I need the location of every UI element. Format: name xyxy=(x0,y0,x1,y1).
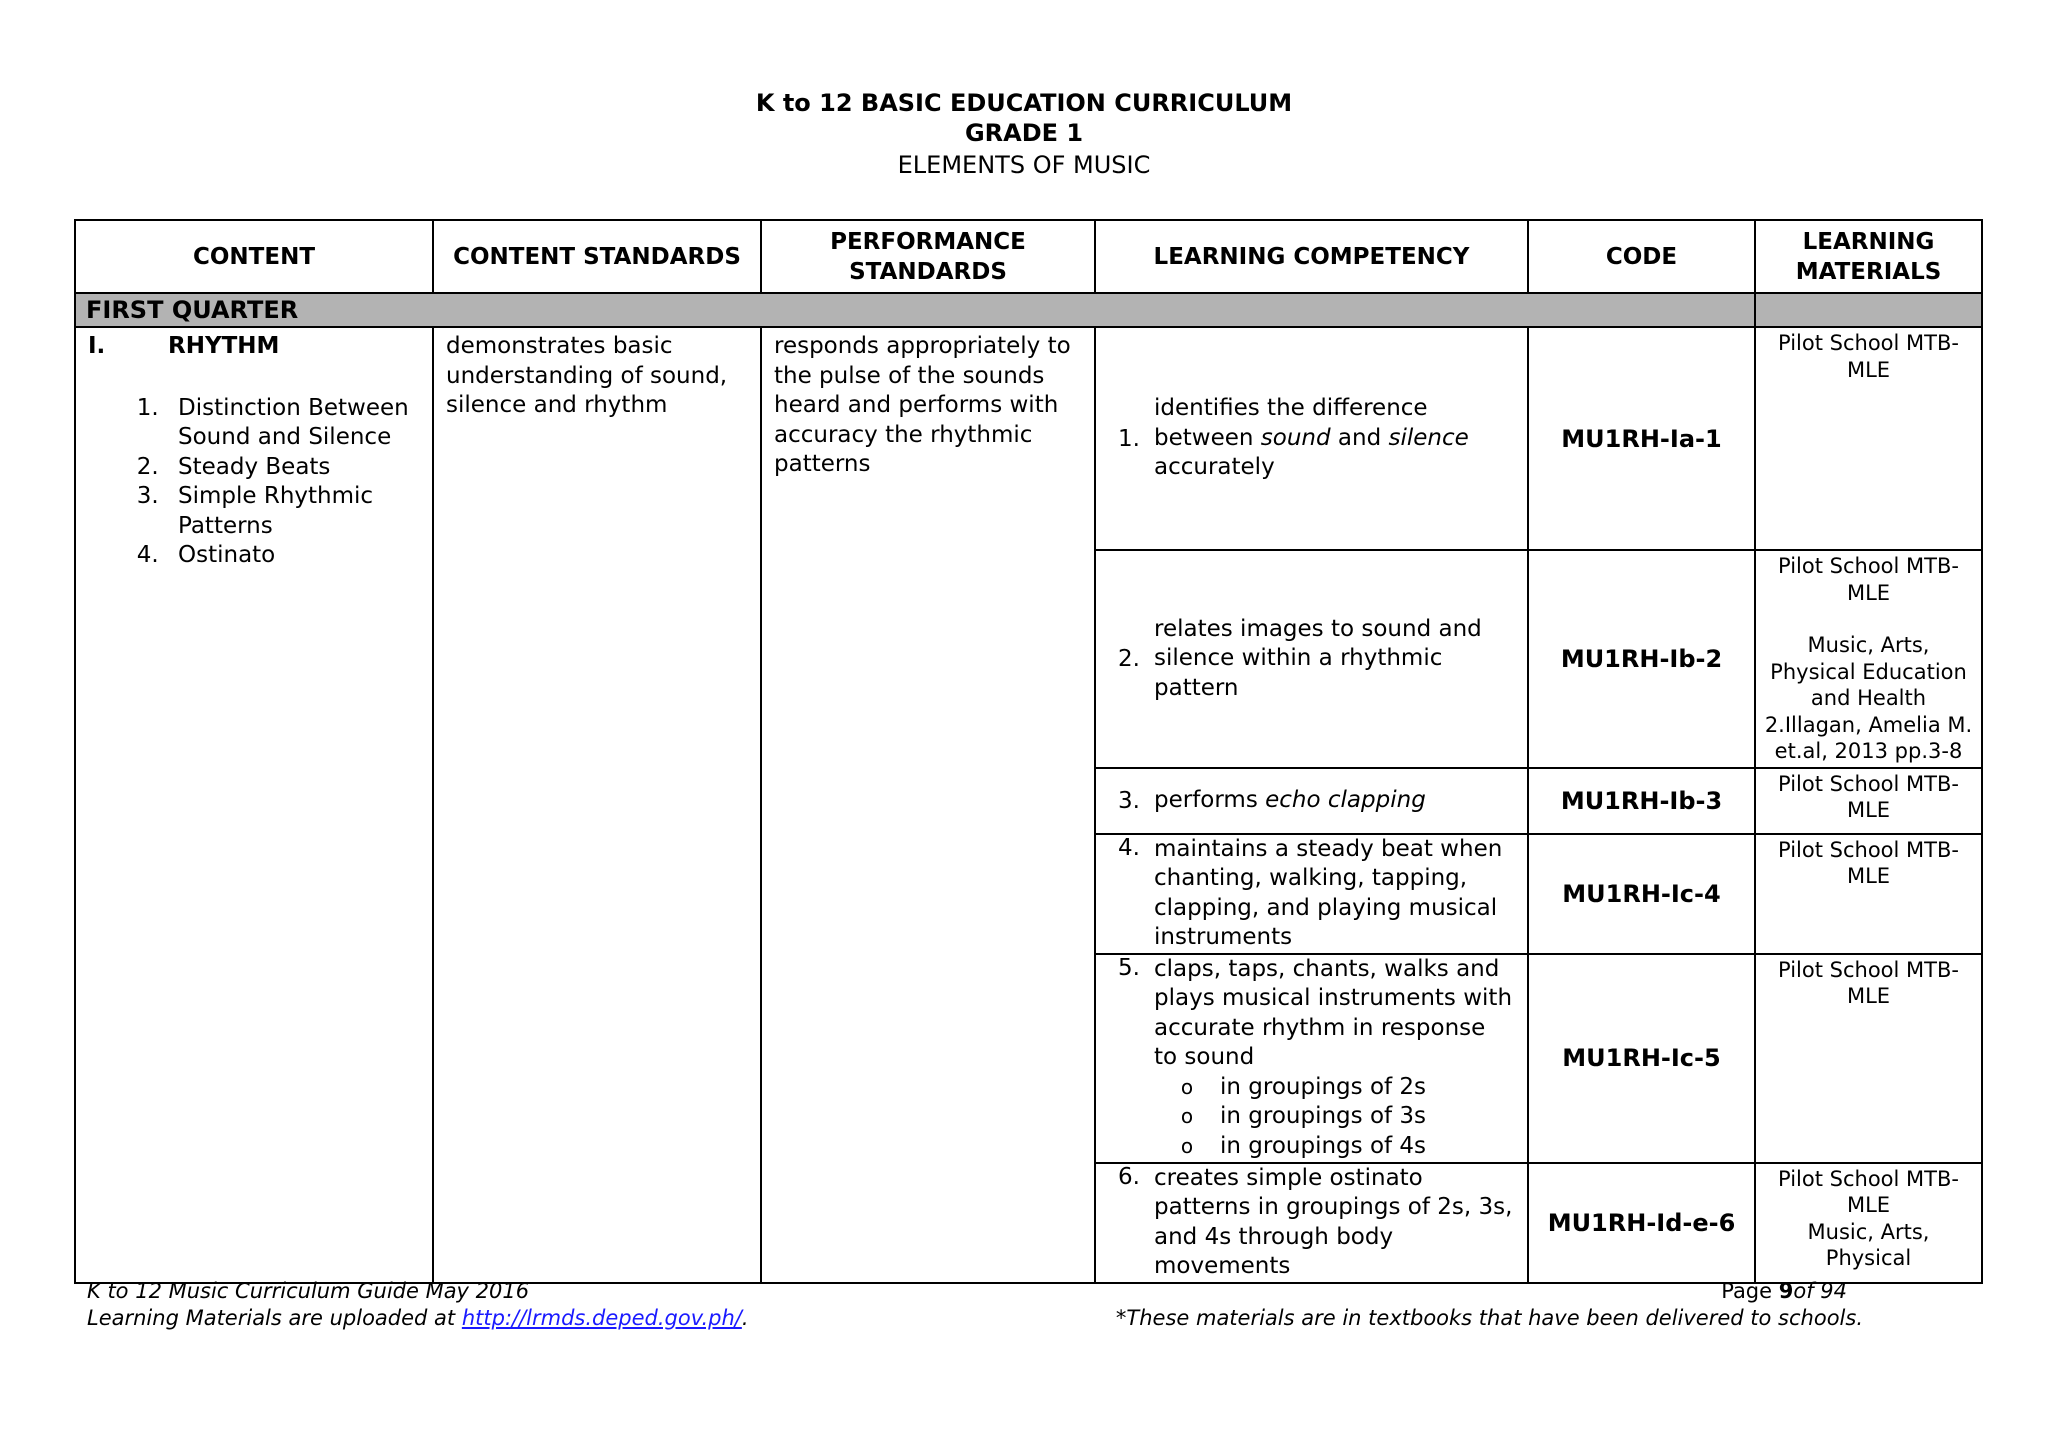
competency-cell xyxy=(1095,327,1528,550)
performance-standard-cell xyxy=(761,327,1095,1283)
code-cell: MU1RH-Id-e-6 xyxy=(1528,1163,1755,1283)
list-item: o in groupings of 3s xyxy=(1154,1102,1515,1132)
competency-number: 2. xyxy=(1118,645,1140,672)
material-item: Pilot School MTB-MLE xyxy=(1778,554,1959,605)
list-item: 1. Distinction Between Sound and Silence xyxy=(166,394,432,453)
quarter-label: FIRST QUARTER xyxy=(75,293,1755,327)
competency-text: identifies the difference between sound and silence accurately xyxy=(1154,395,1469,481)
competency-number: 1. xyxy=(1118,425,1140,452)
list-item: 4. Ostinato xyxy=(166,541,432,571)
material-item: Pilot School MTB-MLE xyxy=(1778,771,1959,822)
learning-materials-cell xyxy=(1755,327,1982,550)
competency-number: 6. xyxy=(1118,1163,1140,1190)
learning-materials-cell xyxy=(1755,550,1982,768)
learning-materials-cell xyxy=(1755,954,1982,1163)
content-standard-text: demonstrates basic understanding of sound, silence and rhythm xyxy=(446,333,728,418)
code-cell: MU1RH-Ib-3 xyxy=(1528,768,1755,834)
competency-cell xyxy=(1095,768,1528,834)
curriculum-title: K to 12 BASIC EDUCATION CURRICULUM xyxy=(755,89,1293,117)
code-cell: MU1RH-Ic-5 xyxy=(1528,954,1755,1163)
quarter-row xyxy=(75,293,1982,327)
learning-materials-cell xyxy=(1755,768,1982,834)
competency-text: relates images to sound and silence within a rhythmic pattern xyxy=(1154,615,1482,701)
list-item: 2. Steady Beats xyxy=(166,453,432,483)
lrmds-link[interactable]: http://lrmds.deped.gov.ph/ xyxy=(461,1306,742,1330)
circle-bullet-icon: o xyxy=(1180,1133,1194,1158)
code-cell: MU1RH-Ia-1 xyxy=(1528,327,1755,550)
competency-cell xyxy=(1095,1163,1528,1283)
competency-number: 4. xyxy=(1118,834,1140,861)
col-header-learning-materials: LEARNING MATERIALS xyxy=(1755,220,1982,293)
material-item: Music, Arts, Physical xyxy=(1807,1219,1930,1270)
circle-bullet-icon: o xyxy=(1180,1104,1194,1128)
col-header-learning-competency: LEARNING COMPETENCY xyxy=(1095,220,1528,293)
competency-cell xyxy=(1095,834,1528,954)
list-item: o in groupings of 4s xyxy=(1154,1132,1515,1162)
col-header-performance-standards: PERFORMANCE STANDARDS xyxy=(761,220,1095,293)
page-number: Page 9of 94 xyxy=(1721,1279,1847,1303)
learning-materials-cell xyxy=(1755,1163,1982,1283)
content-heading xyxy=(88,332,420,362)
content-standard-cell xyxy=(433,327,761,1283)
col-header-content: CONTENT xyxy=(75,220,433,293)
col-header-code: CODE xyxy=(1528,220,1755,293)
document-header xyxy=(0,88,2048,182)
grade-title: GRADE 1 xyxy=(964,119,1084,147)
content-cell xyxy=(75,327,433,1283)
textbook-note: *These materials are in textbooks that have been delivered to schools. xyxy=(1115,1306,1863,1330)
material-item: Music, Arts, Physical Education and Health 2.Illagan, Amelia M. et.al, 2013 pp.3-8 xyxy=(1764,633,1973,763)
material-item: Pilot School MTB-MLE xyxy=(1778,331,1959,382)
competency-number: 5. xyxy=(1118,954,1140,981)
list-item: o in groupings of 2s xyxy=(1154,1073,1515,1103)
competency-cell xyxy=(1095,954,1528,1163)
curriculum-table xyxy=(74,219,1983,1284)
competency-text: maintains a steady beat when chanting, walking, tapping, clapping, and playing musical instruments xyxy=(1154,835,1503,950)
table-row xyxy=(75,327,1982,550)
material-item: Pilot School MTB-MLE xyxy=(1778,1166,1959,1217)
uploaded-note: Learning Materials are uploaded at http://lrmds.deped.gov.ph/. xyxy=(87,1306,749,1330)
quarter-blank-cell xyxy=(1755,293,1982,327)
competency-text: claps, taps, chants, walks and plays musical instruments with accurate rhythm in response to sound xyxy=(1154,955,1513,1070)
code-cell: MU1RH-Ic-4 xyxy=(1528,834,1755,954)
content-numeral: I. xyxy=(88,333,106,359)
performance-standard-text: responds appropriately to the pulse of the sounds heard and performs with accuracy the rhythmic patterns xyxy=(774,333,1071,477)
competency-text: performs echo clapping xyxy=(1154,786,1426,813)
list-item: 3. Simple Rhythmic Patterns xyxy=(166,482,432,541)
col-header-content-standards: CONTENT STANDARDS xyxy=(433,220,761,293)
subject-title: ELEMENTS OF MUSIC xyxy=(897,151,1151,179)
guide-label: K to 12 Music Curriculum Guide May 2016 xyxy=(87,1279,530,1303)
table-header-row xyxy=(75,220,1982,293)
material-item: Pilot School MTB-MLE xyxy=(1778,957,1959,1008)
circle-bullet-icon: o xyxy=(1180,1074,1194,1099)
code-cell: MU1RH-Ib-2 xyxy=(1528,550,1755,768)
competency-cell xyxy=(1095,550,1528,768)
content-title: RHYTHM xyxy=(168,333,280,359)
material-item: Pilot School MTB-MLE xyxy=(1778,837,1959,888)
competency-number: 3. xyxy=(1118,787,1140,814)
learning-materials-cell xyxy=(1755,834,1982,954)
competency-text: creates simple ostinato patterns in groupings of 2s, 3s, and 4s through body movements xyxy=(1154,1164,1513,1279)
competency-subitems xyxy=(1154,1073,1515,1162)
page-footer xyxy=(87,1278,1947,1332)
content-topics xyxy=(76,394,432,571)
